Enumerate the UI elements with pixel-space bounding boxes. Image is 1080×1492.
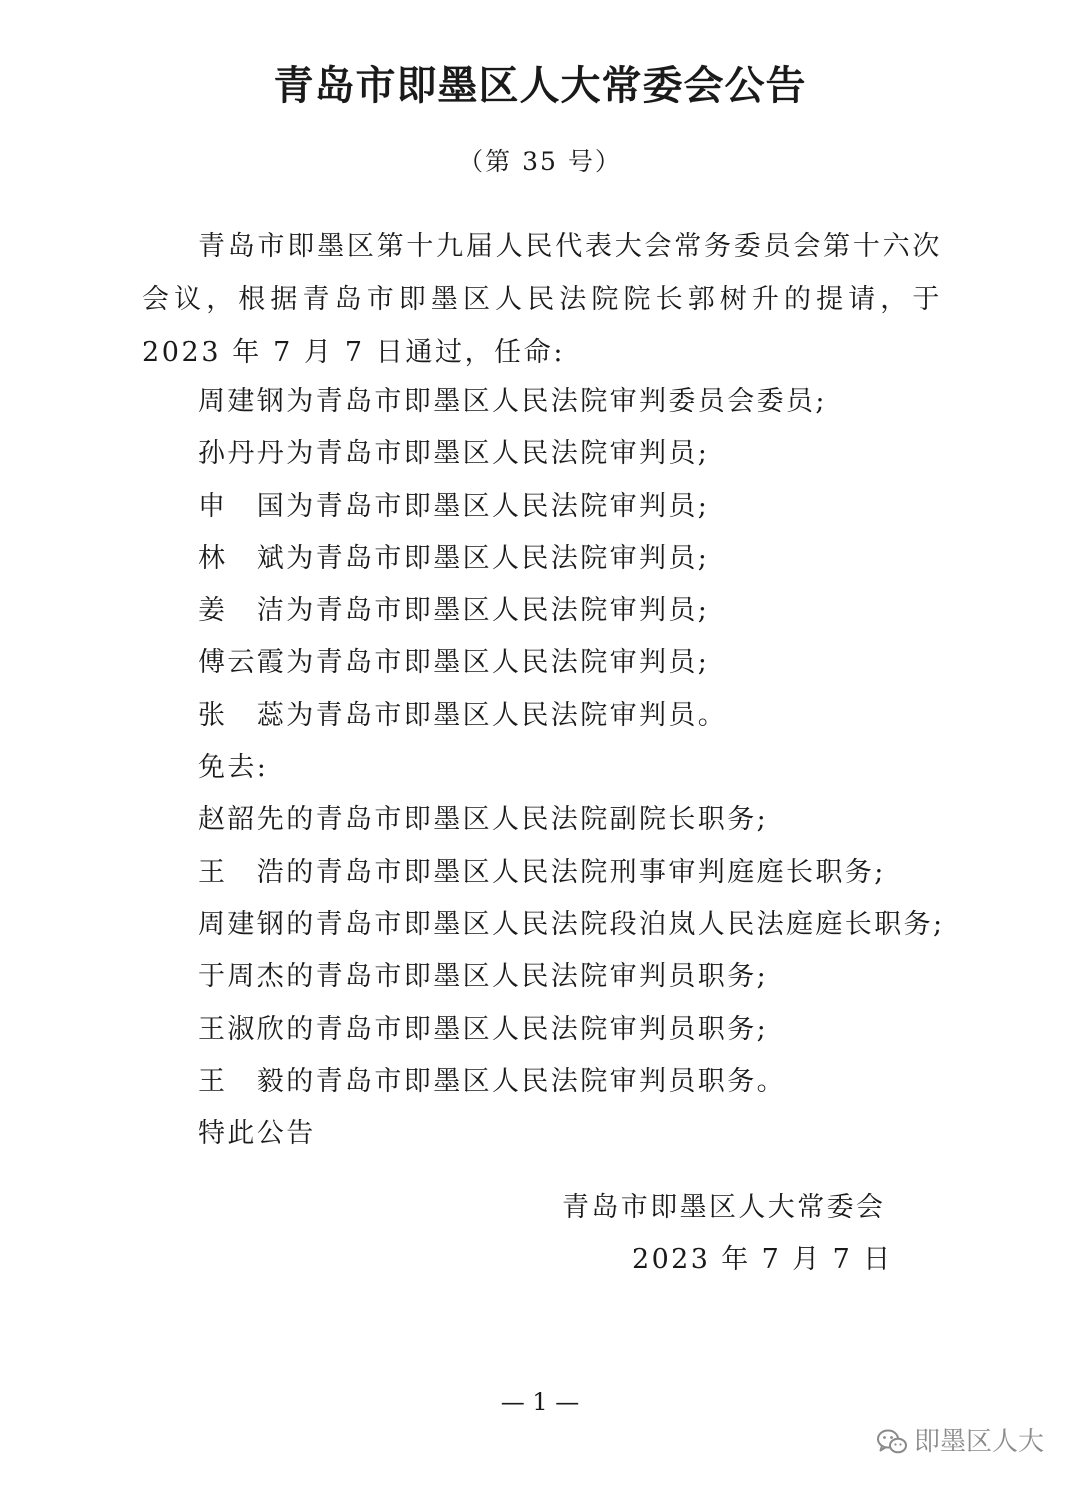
- document-number: （第 35 号）: [458, 147, 622, 176]
- appointment-line: 林 斌为青岛市即墨区人民法院审判员;: [198, 542, 710, 574]
- intro-paragraph: 青岛市即墨区第十九届人民代表大会常务委员会第十六次会议，根据青岛市即墨区人民法院院长郭树升的提请，于 2023 年 7 月 7 日通过，任命:: [142, 231, 942, 368]
- appointment-line: 申 国为青岛市即墨区人民法院审判员;: [198, 490, 710, 522]
- removal-line: 赵韶先的青岛市即墨区人民法院副院长职务;: [198, 804, 769, 836]
- announcement-lines: [198, 376, 958, 1160]
- page-title: 青岛市即墨区人大常委会公告: [273, 63, 807, 109]
- appointment-line: 孙丹丹为青岛市即墨区人民法院审判员;: [198, 438, 710, 470]
- issue-date: 2023 年 7 月 7 日: [632, 1244, 893, 1275]
- appointment-line: 姜 洁为青岛市即墨区人民法院审判员;: [198, 595, 710, 627]
- appointment-line: 张 蕊为青岛市即墨区人民法院审判员。: [198, 699, 728, 731]
- removal-line: 于周杰的青岛市即墨区人民法院审判员职务;: [198, 961, 769, 993]
- closing-line: 特此公告: [198, 1118, 316, 1150]
- wechat-icon: [876, 1428, 908, 1456]
- removal-heading: 免去:: [198, 752, 269, 784]
- appointment-line: 周建钢为青岛市即墨区人民法院审判委员会委员;: [198, 386, 827, 417]
- appointment-line: 傅云霞为青岛市即墨区人民法院审判员;: [198, 647, 710, 679]
- removal-line: 王 毅的青岛市即墨区人民法院审判员职务。: [198, 1065, 786, 1097]
- removal-line: 王 浩的青岛市即墨区人民法院刑事审判庭庭长职务;: [198, 856, 886, 888]
- removal-line: 周建钢的青岛市即墨区人民法院段泊岚人民法庭庭长职务;: [198, 908, 945, 940]
- page-number: — 1 —: [500, 1388, 580, 1416]
- watermark-label: 即墨区人大: [913, 1427, 1044, 1457]
- watermark: [876, 1422, 1044, 1462]
- signer: 青岛市即墨区人大常委会: [562, 1192, 886, 1223]
- removal-line: 王淑欣的青岛市即墨区人民法院审判员职务;: [198, 1013, 769, 1045]
